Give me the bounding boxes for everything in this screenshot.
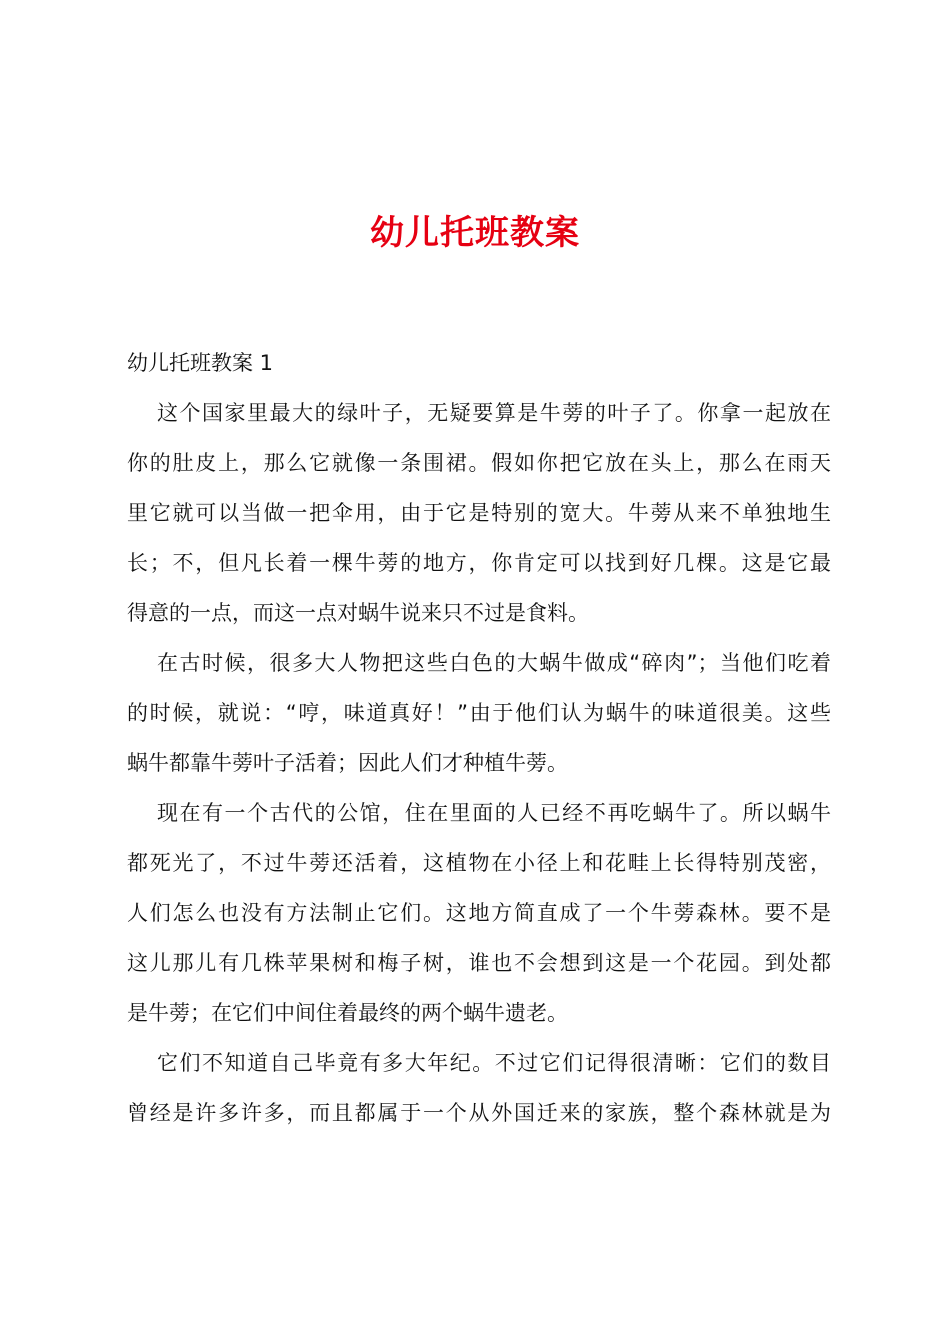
paragraph-line: 人们怎么也没有方法制止它们。这地方简直成了一个牛蒡森林。要不是: [127, 901, 831, 925]
paragraph-line: 现在有一个古代的公馆，住在里面的人已经不再吃蜗牛了。所以蜗牛: [157, 801, 831, 825]
paragraph-line: 它们不知道自己毕竟有多大年纪。不过它们记得很清晰：它们的数目: [157, 1051, 831, 1075]
paragraph-line: 在古时候，很多大人物把这些白色的大蜗牛做成“碎肉”；当他们吃着: [157, 651, 831, 675]
paragraphs: [127, 388, 831, 1138]
paragraph: [127, 388, 831, 638]
paragraph-line: 蜗牛都靠牛蒡叶子活着；因此人们才种植牛蒡。: [127, 751, 568, 775]
paragraph: [127, 638, 831, 788]
paragraph-line: 得意的一点，而这一点对蜗牛说来只不过是食料。: [127, 601, 589, 625]
paragraph-line: 是牛蒡；在它们中间住着最终的两个蜗牛遗老。: [127, 1001, 568, 1025]
paragraph-line: 这儿那儿有几株苹果树和梅子树，谁也不会想到这是一个花园。到处都: [127, 951, 831, 975]
paragraph-line: 曾经是许多许多，而且都属于一个从外国迁来的家族，整个森林就是为: [127, 1101, 831, 1125]
paragraph-line: 长；不，但凡长着一棵牛蒡的地方，你肯定可以找到好几棵。这是它最: [127, 551, 831, 575]
paragraph-line: 的时候，就说：“哼，味道真好！”由于他们认为蜗牛的味道很美。这些: [127, 701, 831, 725]
paragraph: [127, 1038, 831, 1138]
paragraph-line: 都死光了，不过牛蒡还活着，这植物在小径上和花畦上长得特别茂密，: [127, 851, 831, 875]
paragraph-line: 这个国家里最大的绿叶子，无疑要算是牛蒡的叶子了。你拿一起放在: [157, 401, 831, 425]
paragraph-line: 里它就可以当做一把伞用，由于它是特别的宽大。牛蒡从来不单独地生: [127, 501, 831, 525]
paragraph: [127, 788, 831, 1038]
paragraph-line: 你的肚皮上，那么它就像一条围裙。假如你把它放在头上，那么在雨天: [127, 451, 831, 475]
document-body: [127, 338, 831, 1138]
document-title: 幼儿托班教案: [370, 213, 580, 253]
section-heading: 幼儿托班教案 1: [127, 351, 274, 375]
